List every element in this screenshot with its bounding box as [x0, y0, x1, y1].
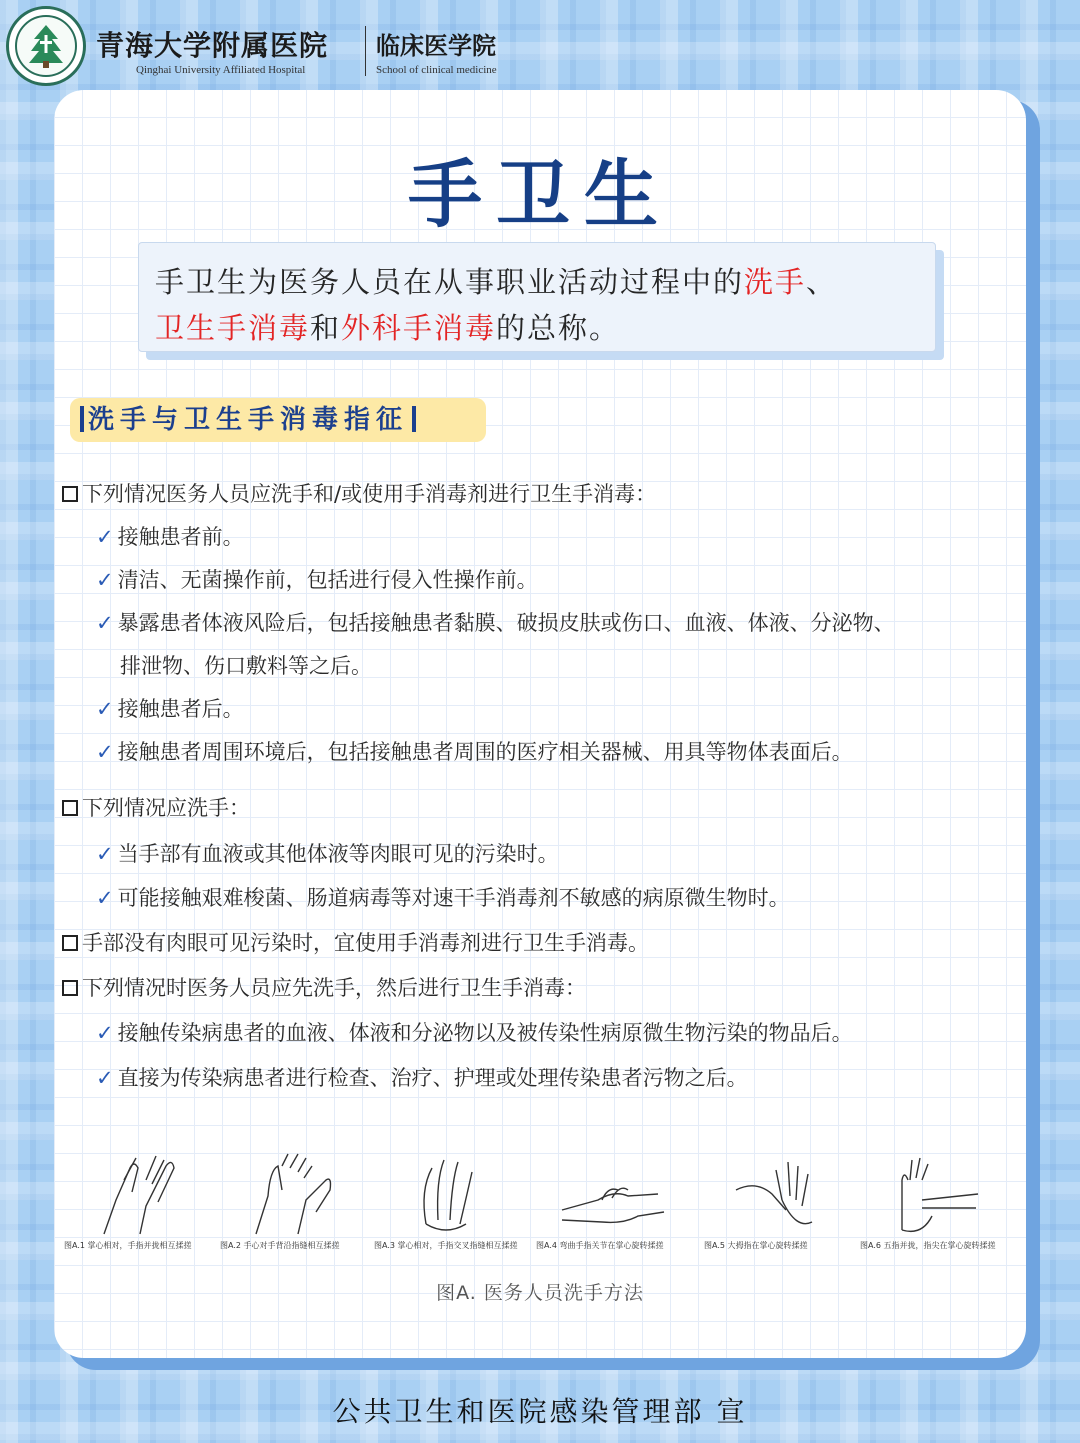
intro-highlight-handwash: 洗手: [744, 265, 807, 299]
list-text: 直接为传染病患者进行检查、治疗、护理或处理传染患者污物之后。: [117, 1066, 748, 1090]
hospital-name: 青海大学附属医院: [96, 29, 329, 62]
knuckles-rub-icon: [558, 1150, 668, 1236]
palm-over-back-icon: [242, 1150, 342, 1236]
hospital-logo: [6, 6, 86, 86]
list-group: [62, 927, 649, 957]
check-icon: ✓: [96, 611, 114, 635]
check-icon: ✓: [96, 697, 114, 721]
intro-text: 、: [806, 265, 838, 299]
figure-caption: 图A.2 手心对手背沿指缝相互揉搓: [220, 1241, 340, 1250]
header: [0, 0, 1080, 88]
intro-highlight-hygienic: 卫生手消毒: [155, 311, 311, 345]
bar-right: [412, 406, 416, 432]
list-group: [62, 972, 586, 1002]
figure-caption: 图A.6 五指并拢，指尖在掌心旋转揉搓: [860, 1241, 996, 1250]
figure-2: [220, 1150, 370, 1260]
thumb-rub-icon: [726, 1150, 826, 1236]
handwash-figures: [64, 1150, 1020, 1260]
list-item: [96, 736, 853, 766]
list-text: 下列情况医务人员应洗手和/或使用手消毒剂进行卫生手消毒：: [82, 482, 657, 506]
check-icon: ✓: [96, 842, 114, 866]
list-group: [62, 478, 656, 508]
page-title: 手卫生: [408, 152, 672, 238]
figure-caption: 图A.1 掌心相对，手指并拢相互揉搓: [64, 1241, 192, 1250]
figure-3: [374, 1150, 524, 1260]
check-icon: ✓: [96, 1066, 114, 1090]
intro-highlight-surgical: 外科手消毒: [341, 311, 497, 345]
checkbox-icon: [62, 980, 78, 996]
list-text: 当手部有血液或其他体液等肉眼可见的污染时。: [117, 842, 559, 866]
checkbox-icon: [62, 800, 78, 816]
list-item: [96, 1017, 853, 1047]
tree-icon: [26, 23, 66, 69]
check-icon: ✓: [96, 1021, 114, 1045]
list-text: 接触患者周围环境后，包括接触患者周围的医疗相关器械、用具等物体表面后。: [117, 740, 853, 764]
intro-text: 和: [310, 311, 342, 345]
section-title-text: 洗手与卫生手消毒指征: [88, 405, 409, 435]
fingers-interlaced-icon: [396, 1150, 496, 1236]
list-text: 清洁、无菌操作前，包括进行侵入性操作前。: [117, 568, 538, 592]
list-text: 排泄物、伤口敷料等之后。: [120, 654, 372, 678]
fingertips-rub-icon: [882, 1150, 982, 1236]
figure-caption: 图A.3 掌心相对，手指交叉指缝相互揉搓: [374, 1241, 518, 1250]
check-icon: ✓: [96, 886, 114, 910]
figure-caption: 图A.5 大拇指在掌心旋转揉搓: [704, 1241, 808, 1250]
list-item: [96, 693, 244, 723]
list-item: [96, 564, 538, 594]
footer-department: 公共卫生和医院感染管理部 宣: [332, 1395, 748, 1428]
intro-text: 手卫生为医务人员在从事职业活动过程中的: [155, 265, 745, 299]
list-text: 手部没有肉眼可见污染时，宜使用手消毒剂进行卫生手消毒。: [82, 931, 649, 955]
list-item: [96, 882, 790, 912]
list-text: 接触患者后。: [117, 697, 244, 721]
figure-title: 图A. 医务人员洗手方法: [436, 1282, 644, 1304]
list-text: 下列情况应洗手：: [82, 796, 250, 820]
list-item: [96, 521, 244, 551]
list-text: 接触患者前。: [117, 525, 244, 549]
figure-6: [860, 1150, 1010, 1260]
list-text: 暴露患者体液风险后，包括接触患者黏膜、破损皮肤或伤口、血液、体液、分泌物、: [117, 611, 895, 635]
list-item: [96, 1062, 748, 1092]
bar-left: [80, 406, 84, 432]
list-item-continued: [120, 650, 372, 680]
figure-4: [536, 1150, 686, 1260]
checkbox-icon: [62, 486, 78, 502]
header-divider: [365, 26, 366, 76]
list-text: 接触传染病患者的血液、体液和分泌物以及被传染性病原微生物污染的物品后。: [117, 1021, 853, 1045]
figure-caption: 图A.4 弯曲手指关节在掌心旋转揉搓: [536, 1241, 664, 1250]
list-text: 可能接触艰难梭菌、肠道病毒等对速干手消毒剂不敏感的病原微生物时。: [117, 886, 790, 910]
palms-rubbing-icon: [86, 1150, 186, 1236]
school-name: 临床医学院: [376, 31, 496, 60]
list-item: [96, 838, 559, 868]
check-icon: ✓: [96, 525, 114, 549]
check-icon: ✓: [96, 568, 114, 592]
list-group: [62, 792, 250, 822]
intro-box: [138, 242, 936, 352]
checkbox-icon: [62, 935, 78, 951]
list-item: [96, 607, 895, 637]
list-text: 下列情况时医务人员应先洗手，然后进行卫生手消毒：: [82, 976, 586, 1000]
figure-5: [704, 1150, 854, 1260]
hospital-name-en: Qinghai University Affiliated Hospital: [136, 64, 306, 76]
intro-text: 的总称。: [496, 311, 621, 345]
figure-1: [64, 1150, 214, 1260]
school-name-en: School of clinical medicine: [376, 64, 497, 76]
section-title: [70, 398, 486, 442]
check-icon: ✓: [96, 740, 114, 764]
